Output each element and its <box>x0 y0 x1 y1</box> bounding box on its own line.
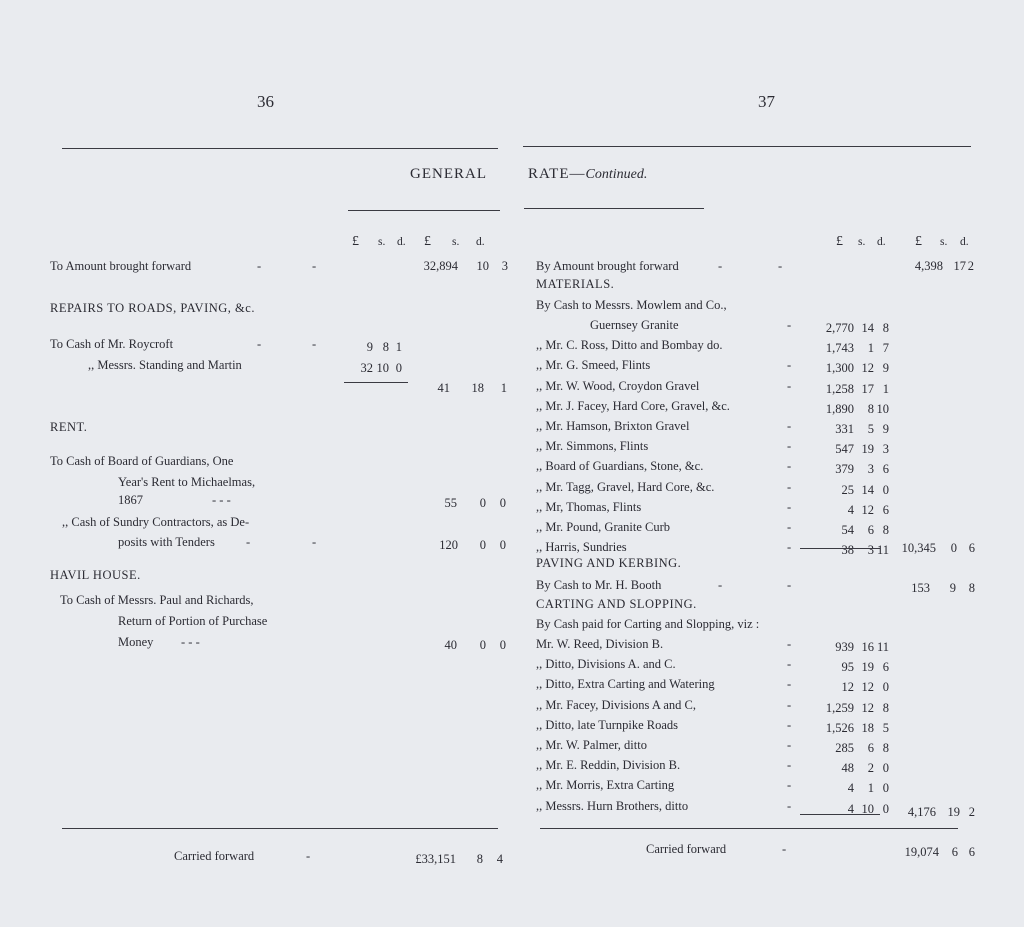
col-header-pound: £ <box>915 234 922 249</box>
leader-dash: - <box>787 657 792 672</box>
amount-shillings: 17 <box>861 381 874 396</box>
leader-dash: - <box>312 337 317 351</box>
amount-pounds: 9 <box>366 340 373 354</box>
subtotal-rule <box>344 382 408 383</box>
entry-label: Carried forward <box>174 849 255 863</box>
rent-line-4: ,, Cash of Sundry Contractors, as De- <box>62 515 250 529</box>
amount-pence: 1 <box>395 340 402 354</box>
amount-shillings: 0 <box>950 541 957 555</box>
entry-label: ,, Harris, Sundries <box>536 540 627 555</box>
amount-pounds: 153 <box>911 581 930 595</box>
amount-shillings: 16 <box>861 640 874 654</box>
leader-dash: - <box>778 259 783 273</box>
heading-underline-left <box>348 210 500 211</box>
heading-general: GENERAL <box>410 166 487 182</box>
amount-pence: 3 <box>882 442 889 457</box>
amount-pounds: 19,074 <box>904 845 939 859</box>
col-header-pence: d. <box>877 236 886 248</box>
col-header-shillings: s. <box>858 236 866 248</box>
entry-label: By Amount brought forward <box>536 259 679 273</box>
entry-label: ,, Messrs. Standing and Martin <box>88 358 242 372</box>
amount-pounds: 285 <box>835 741 854 755</box>
bottom-rule-left <box>62 828 498 829</box>
amount-pence: 6 <box>968 845 975 859</box>
top-rule-right <box>523 146 971 147</box>
amount-pence: 1 <box>500 381 507 395</box>
amount-pence: 11 <box>876 640 889 654</box>
amount-pence: 9 <box>882 422 889 436</box>
amount-pence: 8 <box>882 700 889 715</box>
amount-shillings: 18 <box>471 381 484 395</box>
leader-dash: - <box>312 535 317 549</box>
amount-pence: 3 <box>501 259 508 273</box>
leader-dash: - <box>787 578 792 592</box>
amount-shillings: 5 <box>867 422 874 436</box>
amount-pounds: 1,300 <box>825 361 854 376</box>
entry-label: Mr. W. Reed, Division B. <box>536 637 664 651</box>
entry-label: ,, Mr. G. Smeed, Flints <box>536 358 651 373</box>
amount-shillings: 0 <box>479 538 486 552</box>
amount-pounds: 32 <box>360 361 373 375</box>
amount-pence: 8 <box>882 741 889 755</box>
amount-pounds: 120 <box>439 538 458 552</box>
leader-dash: - <box>787 499 792 514</box>
amount-pounds: 12 <box>841 680 854 695</box>
amount-pounds: 55 <box>444 496 457 510</box>
section-title-rent: RENT. <box>50 420 88 434</box>
heading-underline-right <box>524 208 704 209</box>
amount-pence: 0 <box>882 680 889 695</box>
entry-label: ,, Mr. W. Wood, Croydon Gravel <box>536 378 700 393</box>
amount-pounds: 2,770 <box>825 321 854 335</box>
col-header-pence: d. <box>960 236 969 248</box>
leader-dash: - <box>306 849 311 863</box>
amount-pence: 6 <box>882 462 889 477</box>
leader-dash: - <box>787 758 792 773</box>
entry-label: ,, Ditto, Divisions A. and C. <box>536 657 676 672</box>
amount-shillings: 3 <box>867 543 874 558</box>
amount-pounds: 1,890 <box>825 401 854 416</box>
amount-shillings: 10 <box>376 361 389 375</box>
col-header-pound: £ <box>836 234 843 249</box>
amount-pence: 4 <box>496 852 503 866</box>
amount-shillings: 12 <box>861 502 874 517</box>
amount-pounds: 4 <box>847 801 854 816</box>
leader-dash: - <box>787 540 792 555</box>
amount-shillings: 19 <box>947 805 960 819</box>
rent-line-1: To Cash of Board of Guardians, One <box>50 454 234 468</box>
amount-pounds: 4 <box>847 781 854 796</box>
amount-pence: 8 <box>882 321 889 335</box>
amount-pounds: 48 <box>841 761 854 776</box>
amount-shillings: 12 <box>861 700 874 715</box>
amount-pounds: 1,258 <box>825 381 854 396</box>
section-title-carting: CARTING AND SLOPPING. <box>536 597 697 611</box>
col-header-shillings: s. <box>452 236 460 248</box>
entry-label: Guernsey Granite <box>590 318 679 332</box>
amount-shillings: 1 <box>867 781 874 796</box>
leader-dash: - <box>787 378 792 393</box>
section-title-havil: HAVIL HOUSE. <box>50 568 141 582</box>
entry-label: ,, Ditto, late Turnpike Roads <box>536 717 679 732</box>
amount-pence: 8 <box>968 581 975 595</box>
amount-pounds: 1,259 <box>825 700 854 715</box>
entry-label: To Cash of Mr. Roycroft <box>50 337 174 351</box>
amount-pounds: 41 <box>437 381 450 395</box>
amount-shillings: 9 <box>949 581 956 595</box>
amount-shillings: 0 <box>479 638 486 652</box>
amount-pence: 0 <box>499 496 506 510</box>
top-rule-left <box>62 148 498 149</box>
amount-shillings: 8 <box>867 401 874 416</box>
subtotal-rule <box>800 548 880 549</box>
leader-dash: - <box>787 459 792 474</box>
amount-pounds: 1,743 <box>825 341 854 356</box>
amount-shillings: 6 <box>867 523 874 537</box>
col-header-pence: d. <box>476 236 485 248</box>
leader-dash: - <box>787 798 792 813</box>
amount-pounds: £33,151 <box>415 852 456 866</box>
havil-line-2: Return of Portion of Purchase <box>118 614 268 628</box>
col-header-shillings: s. <box>940 236 948 248</box>
amount-shillings: 14 <box>861 482 874 497</box>
entry-label: ,, Mr. Simmons, Flints <box>536 439 649 454</box>
amount-pounds: 95 <box>841 660 854 675</box>
amount-shillings: 18 <box>861 720 874 735</box>
entry-label: ,, Mr. Tagg, Gravel, Hard Core, &c. <box>536 479 715 494</box>
leader-dash: - <box>787 318 792 332</box>
amount-shillings: 6 <box>867 741 874 755</box>
leader-dash: - <box>787 637 792 651</box>
entry-label: ,, Mr, Thomas, Flints <box>536 499 642 514</box>
leader-dash: - <box>787 738 792 752</box>
amount-pence: 0 <box>882 801 889 816</box>
amount-pence: 0 <box>882 761 889 776</box>
leader-dash: - <box>782 842 787 856</box>
amount-pounds: 939 <box>835 640 854 654</box>
leader-dash: - <box>787 697 792 712</box>
entry-label: ,, Mr. Pound, Granite Curb <box>536 520 671 534</box>
havil-line-3: Money <box>118 635 154 649</box>
page-number-right: 37 <box>758 92 775 111</box>
rent-line-3: 1867 <box>118 493 143 507</box>
rent-line-2: Year's Rent to Michaelmas, <box>118 475 256 489</box>
heading-rate: RATE—Continued. <box>528 166 648 182</box>
amount-pence: 0 <box>882 781 889 796</box>
amount-pence: 1 <box>882 381 889 396</box>
amount-pence: 8 <box>882 523 889 537</box>
leader-dash: - <box>787 717 792 732</box>
amount-shillings: 6 <box>951 845 958 859</box>
subtotal-rule <box>800 814 880 815</box>
amount-shillings: 0 <box>479 496 486 510</box>
amount-shillings: 14 <box>861 321 874 335</box>
entry-label: ,, Mr. W. Palmer, ditto <box>536 738 647 752</box>
entry-label: By Cash to Mr. H. Booth <box>536 578 662 592</box>
col-header-pound: £ <box>352 234 359 249</box>
havil-line-1: To Cash of Messrs. Paul and Richards, <box>60 593 254 607</box>
leader-dash: - <box>312 259 317 273</box>
leader-dash: - <box>787 520 792 534</box>
leader-dash: - <box>246 535 251 549</box>
entry-label: ,, Mr. Hamson, Brixton Gravel <box>536 419 690 433</box>
amount-shillings: 3 <box>867 462 874 477</box>
leader-dashes: - - - <box>181 635 200 649</box>
leader-dash: - <box>718 578 723 592</box>
amount-pence: 0 <box>882 482 889 497</box>
bottom-rule-right <box>540 828 958 829</box>
entry-label: ,, Mr. Morris, Extra Carting <box>536 778 675 793</box>
amount-pounds: 32,894 <box>423 259 458 273</box>
amount-pounds: 54 <box>841 523 854 537</box>
amount-pounds: 4 <box>847 502 854 517</box>
leader-dash: - <box>787 479 792 494</box>
amount-shillings: 10 <box>861 801 874 816</box>
entry-label: ,, Mr. C. Ross, Ditto and Bombay do. <box>536 338 723 353</box>
leader-dash: - <box>718 259 723 273</box>
section-title-paving: PAVING AND KERBING. <box>536 556 682 570</box>
amount-shillings: 1 <box>867 341 874 356</box>
amount-shillings: 17 <box>953 259 966 273</box>
amount-pence: 6 <box>882 660 889 675</box>
amount-pence: 5 <box>882 720 889 735</box>
amount-pence: 11 <box>876 543 889 558</box>
amount-pounds: 40 <box>444 638 457 652</box>
carting-intro: By Cash paid for Carting and Slopping, viz : <box>536 617 760 631</box>
leader-dash: - <box>787 358 792 373</box>
amount-shillings: 12 <box>861 680 874 695</box>
amount-pounds: 38 <box>841 543 854 558</box>
col-header-pound: £ <box>424 234 431 249</box>
amount-pence: 9 <box>882 361 889 376</box>
amount-pounds: 547 <box>835 442 854 457</box>
entry-label: ,, Ditto, Extra Carting and Watering <box>536 677 715 692</box>
entry-label: ,, Mr. J. Facey, Hard Core, Gravel, &c. <box>536 398 730 413</box>
amount-shillings: 2 <box>867 761 874 776</box>
entry-label: ,, Mr. E. Reddin, Division B. <box>536 758 681 773</box>
leader-dash: - <box>787 439 792 454</box>
leader-dash: - <box>787 778 792 793</box>
amount-pounds: 4,176 <box>907 805 936 819</box>
amount-pounds: 25 <box>841 482 854 497</box>
col-header-shillings: s. <box>378 236 386 248</box>
amount-pence: 0 <box>499 638 506 652</box>
leader-dash: - <box>787 419 792 433</box>
rent-line-5: posits with Tenders <box>118 535 215 549</box>
entry-label: To Amount brought forward <box>50 259 192 273</box>
page-number-left: 36 <box>257 92 274 111</box>
materials-intro: By Cash to Messrs. Mowlem and Co., <box>536 298 727 312</box>
entry-label: ,, Board of Guardians, Stone, &c. <box>536 459 704 474</box>
amount-shillings: 8 <box>382 340 389 354</box>
amount-pounds: 331 <box>835 422 854 436</box>
amount-shillings: 19 <box>861 660 874 675</box>
leader-dash: - <box>787 677 792 692</box>
section-title-materials: MATERIALS. <box>536 277 615 291</box>
amount-pence: 2 <box>967 259 974 273</box>
amount-pounds: 10,345 <box>901 541 936 555</box>
amount-pence: 0 <box>395 361 402 375</box>
amount-pence: 6 <box>968 541 975 555</box>
leader-dash: - <box>257 259 262 273</box>
amount-pence: 7 <box>882 341 889 356</box>
leader-dash: - <box>257 337 262 351</box>
amount-pounds: 379 <box>835 462 854 477</box>
amount-shillings: 12 <box>861 361 874 376</box>
amount-pence: 2 <box>968 805 975 819</box>
col-header-pence: d. <box>397 236 406 248</box>
amount-shillings: 10 <box>476 259 489 273</box>
leader-dashes: - - - <box>212 493 231 507</box>
amount-pounds: 1,526 <box>825 720 854 735</box>
amount-pence: 0 <box>499 538 506 552</box>
entry-label: ,, Mr. Facey, Divisions A and C, <box>536 697 696 712</box>
amount-pounds: 4,398 <box>914 259 943 273</box>
entry-label: Carried forward <box>646 842 727 856</box>
amount-shillings: 8 <box>476 852 483 866</box>
amount-pence: 6 <box>882 502 889 517</box>
amount-shillings: 19 <box>861 442 874 457</box>
section-title-repairs: REPAIRS TO ROADS, PAVING, &c. <box>50 301 255 315</box>
entry-label: ,, Messrs. Hurn Brothers, ditto <box>536 798 689 813</box>
amount-pence: 10 <box>876 401 889 416</box>
